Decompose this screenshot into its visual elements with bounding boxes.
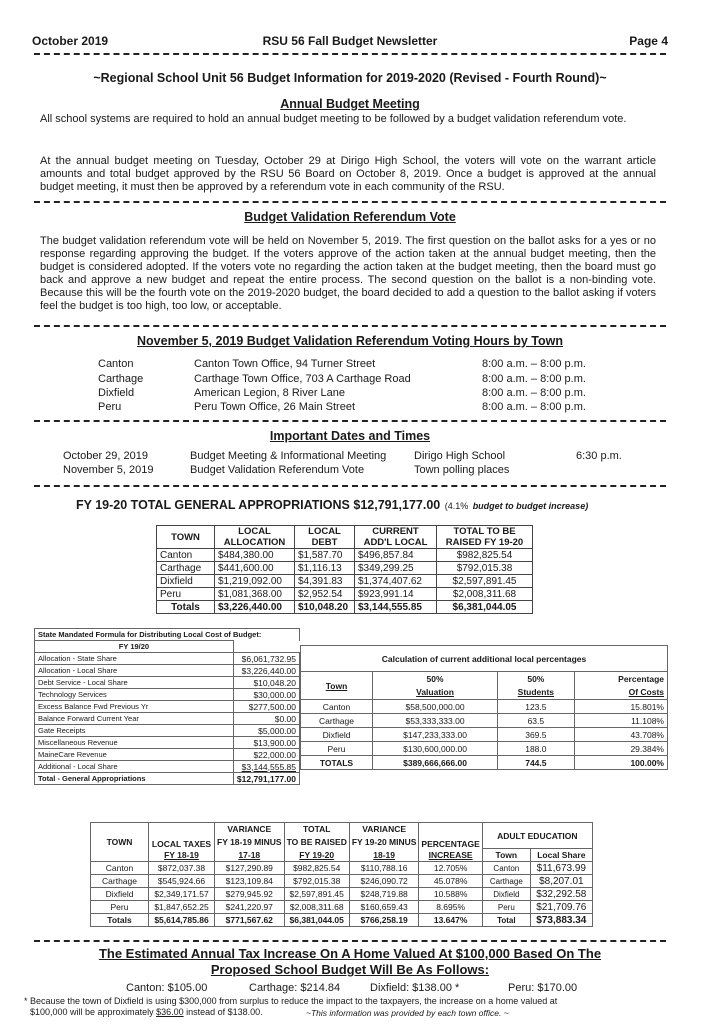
cell: $246,090.72 — [349, 875, 419, 888]
header-page: Page 4 — [629, 34, 668, 48]
tax-dixfield: Dixfield: $138.00 * — [370, 982, 460, 994]
cell: $13,900.00 — [233, 737, 299, 749]
cell: Debt Service - Local Share — [35, 677, 234, 689]
divider — [34, 325, 666, 327]
cell: Carthage — [91, 875, 149, 888]
cell: Peru — [157, 588, 215, 601]
cell: $1,116.13 — [295, 562, 355, 575]
referendum-heading: Budget Validation Referendum Vote — [244, 210, 456, 224]
col-header: FY 18-19 — [149, 849, 215, 862]
cell: MaineCare Revenue — [35, 749, 234, 761]
cell: 369.5 — [498, 728, 575, 742]
cell: Peru — [301, 742, 373, 756]
annual-meeting-p1: All school systems are required to hold an annual budget meeting to be followed by a budget validation referendum vote. — [40, 113, 627, 125]
cell: $6,381,044.05 — [437, 601, 533, 614]
hours-time: 8:00 a.m. – 8:00 p.m. — [482, 358, 586, 370]
cell: $30,000.00 — [233, 689, 299, 701]
cell: 123.5 — [498, 700, 575, 714]
cell: Carthage — [301, 714, 373, 728]
cell: Total — [482, 914, 530, 927]
table-header-row — [157, 526, 533, 549]
cell: $0.00 — [233, 713, 299, 725]
header-date: October 2019 — [32, 34, 109, 48]
cell: $160,659.43 — [349, 901, 419, 914]
col-header: FY 19-20 — [284, 849, 349, 862]
col-header: 50% — [498, 672, 575, 686]
cell: Excess Balance Fwd Previous Yr — [35, 701, 234, 713]
cell: $389,666,666.00 — [373, 756, 498, 770]
divider — [34, 201, 666, 203]
cell: $10,048.20 — [233, 677, 299, 689]
col-header: TOTAL TO BE RAISED FY 19-20 — [437, 526, 533, 549]
cell: $5,614,785.86 — [149, 914, 215, 927]
table-row — [301, 742, 668, 756]
hours-time: 8:00 a.m. – 8:00 p.m. — [482, 373, 586, 385]
table-header-row — [91, 823, 593, 836]
col-header: Town — [301, 672, 373, 700]
cell: Canton — [91, 862, 149, 875]
table-row — [35, 653, 300, 665]
col-header: 17-18 — [215, 849, 285, 862]
cell: $6,381,044.05 — [284, 914, 349, 927]
cell: Gate Receipts — [35, 725, 234, 737]
time: 6:30 p.m. — [576, 450, 622, 462]
cell: $1,374,407.62 — [355, 575, 437, 588]
header-title: RSU 56 Fall Budget Newsletter — [262, 34, 438, 48]
cell: $484,380.00 — [215, 549, 295, 562]
cell: Dixfield — [157, 575, 215, 588]
hours-town: Peru — [98, 401, 122, 413]
cell: $11,673.99 — [530, 862, 592, 875]
hours-town: Canton — [98, 358, 134, 370]
cell: $3,144,555.85 — [355, 601, 437, 614]
cell: $2,597,891.45 — [437, 575, 533, 588]
source-note: ~This information was provided by each town office. ~ — [306, 1008, 509, 1018]
table-row — [91, 875, 593, 888]
cell: Allocation - State Share — [35, 653, 234, 665]
main-title: ~Regional School Unit 56 Budget Information for 2019-2020 (Revised - Fourth Round)~ — [93, 71, 607, 85]
state-formula-table — [34, 628, 300, 785]
table-row — [91, 862, 593, 875]
cell: $32,292.58 — [530, 888, 592, 901]
cell: Technology Services — [35, 689, 234, 701]
cell: 45.078% — [419, 875, 482, 888]
totals-row — [301, 756, 668, 770]
location: Dirigo High School — [414, 450, 506, 462]
table-row — [91, 888, 593, 901]
cell: $21,709.76 — [530, 901, 592, 914]
col-header: Local Share — [530, 849, 592, 862]
hours-town: Carthage — [98, 373, 144, 385]
tax-increase-heading-line2: Proposed School Budget Will Be As Follows: — [210, 962, 490, 977]
cell: $2,008,311.68 — [437, 588, 533, 601]
divider — [34, 53, 666, 55]
divider — [34, 420, 666, 422]
col-header: TOWN — [157, 526, 215, 549]
cell: Allocation - Local Share — [35, 665, 234, 677]
col-header: PERCENTAGE — [419, 823, 482, 849]
cell: $349,299.25 — [355, 562, 437, 575]
formula-title: State Mandated Formula for Distributing Local Cost of Budget: — [35, 629, 300, 641]
cell: $2,952.54 — [295, 588, 355, 601]
hours-place: American Legion, 8 River Lane — [194, 387, 346, 399]
col-header: VARIANCE — [349, 823, 419, 836]
hours-place: Canton Town Office, 94 Turner Street — [194, 358, 376, 370]
cell: Peru — [91, 901, 149, 914]
col-header: LOCAL DEBT — [295, 526, 355, 549]
col-header: LOCAL ALLOCATION — [215, 526, 295, 549]
cell: $3,144,555.85 — [233, 761, 299, 773]
col-header: FY 18-19 MINUS — [215, 836, 285, 849]
cell: $2,008,311.68 — [284, 901, 349, 914]
cell: 15.801% — [574, 700, 667, 714]
town-totals-table — [156, 525, 533, 614]
cell: 100.00% — [574, 756, 667, 770]
event: Budget Validation Referendum Vote — [190, 464, 365, 476]
cell: $123,109.84 — [215, 875, 285, 888]
cell: $248,719.88 — [349, 888, 419, 901]
tax-canton: Canton: $105.00 — [126, 982, 208, 994]
cell: Dixfield — [91, 888, 149, 901]
table-row — [301, 700, 668, 714]
cell: TOTALS — [301, 756, 373, 770]
table-row — [35, 713, 300, 725]
cell: 188.0 — [498, 742, 575, 756]
cell: $2,349,171.57 — [149, 888, 215, 901]
cell: $496,857.84 — [355, 549, 437, 562]
col-header: 18-19 — [349, 849, 419, 862]
page-header — [32, 34, 668, 50]
cell: 13.647% — [419, 914, 482, 927]
table-row — [157, 562, 533, 575]
col-header: Of Costs — [574, 686, 667, 700]
cell: Additional - Local Share — [35, 761, 234, 773]
hours-time: 8:00 a.m. – 8:00 p.m. — [482, 401, 586, 413]
col-header: Valuation — [373, 686, 498, 700]
hours-place: Peru Town Office, 26 Main Street — [194, 401, 356, 413]
cell: $110,788.16 — [349, 862, 419, 875]
cell: $241,220.97 — [215, 901, 285, 914]
tax-peru: Peru: $170.00 — [508, 982, 578, 994]
cell: Canton — [301, 700, 373, 714]
additional-local-percentages-table — [300, 645, 668, 770]
cell: 43.708% — [574, 728, 667, 742]
hours-place: Carthage Town Office, 703 A Carthage Road — [194, 373, 411, 385]
cell: 744.5 — [498, 756, 575, 770]
cell: Totals — [91, 914, 149, 927]
cell: $872,037.38 — [149, 862, 215, 875]
cell: Canton — [482, 862, 530, 875]
divider — [34, 485, 666, 487]
cell: $982,825.54 — [437, 549, 533, 562]
cell: $792,015.38 — [437, 562, 533, 575]
location: Town polling places — [414, 464, 510, 476]
local-taxes-variance-table — [90, 822, 593, 927]
col-header: TO BE RAISED — [284, 836, 349, 849]
table-title: Calculation of current additional local percentages — [301, 646, 668, 672]
cell: $923,991.14 — [355, 588, 437, 601]
date: October 29, 2019 — [63, 450, 149, 462]
hours-time: 8:00 a.m. – 8:00 p.m. — [482, 387, 586, 399]
cell: Totals — [157, 601, 215, 614]
cell: $130,600,000.00 — [373, 742, 498, 756]
table-row — [157, 549, 533, 562]
col-header: TOTAL — [284, 823, 349, 836]
cell: Carthage — [157, 562, 215, 575]
annual-meeting-p2: At the annual budget meeting on Tuesday, October 29 at Dirigo High School, the voters will vote on the warrant article amounts and total budget approved by the RSU 56 Board on October 8, 2019. Once a budget is approved at the annual budget meeting, it must then be approved by a referendum vote in each community of the RSU. — [40, 155, 656, 193]
hours-town: Dixfield — [98, 387, 135, 399]
cell: Total - General Appropriations — [35, 773, 234, 785]
date: November 5, 2019 — [63, 464, 154, 476]
cell: Balance Forward Current Year — [35, 713, 234, 725]
footnote-line2: $100,000 will be approximately $36.00 instead of $138.00. — [30, 1007, 263, 1017]
cell: $792,015.38 — [284, 875, 349, 888]
col-header: FY 19-20 MINUS — [349, 836, 419, 849]
voting-hours-heading: November 5, 2019 Budget Validation Referendum Voting Hours by Town — [137, 334, 563, 348]
col-header: TOWN — [91, 823, 149, 862]
cell: $3,226,440.00 — [215, 601, 295, 614]
cell: 29.384% — [574, 742, 667, 756]
table-row — [35, 689, 300, 701]
cell: Canton — [157, 549, 215, 562]
cell: $147,233,333.00 — [373, 728, 498, 742]
cell: Carthage — [482, 875, 530, 888]
col-header: Students — [498, 686, 575, 700]
table-row — [35, 677, 300, 689]
col-header: Percentage — [574, 672, 667, 686]
tax-increase-heading-line1: The Estimated Annual Tax Increase On A Home Valued At $100,000 Based On The — [98, 946, 602, 961]
cell: 8.695% — [419, 901, 482, 914]
table-row — [35, 761, 300, 773]
cell: $771,567.62 — [215, 914, 285, 927]
cell: 10.588% — [419, 888, 482, 901]
event: Budget Meeting & Informational Meeting — [190, 450, 387, 462]
cell: 12.705% — [419, 862, 482, 875]
annual-meeting-heading: Annual Budget Meeting — [280, 97, 420, 111]
table-header-row — [91, 849, 593, 862]
cell: $3,226,440.00 — [233, 665, 299, 677]
col-header: Town — [482, 849, 530, 862]
important-dates-heading: Important Dates and Times — [269, 429, 431, 443]
cell: $277,500.00 — [233, 701, 299, 713]
cell: $5,000.00 — [233, 725, 299, 737]
footnote-line1: * Because the town of Dixfield is using $300,000 from surplus to reduce the impact to the taxpayers, the increase on a home valued at — [24, 996, 558, 1006]
col-header: LOCAL TAXES — [149, 823, 215, 849]
table-row — [91, 901, 593, 914]
cell: Miscellaneous Revenue — [35, 737, 234, 749]
cell: 63.5 — [498, 714, 575, 728]
referendum-p1: The budget validation referendum vote will be held on November 5, 2019. The first question on the ballot asks for a yes or no response regarding approving the budget. If the voters approve of the action taken at the annual budget meeting, then the budget is considered adopted. If the voters vote no regarding the action taken at the budget meeting, then the board must go back and approve a new budget and repeat the entire process. The second question on the ballot is a non-binding vote. Because this will be the fourth vote on the 2019-2020 budget, the board decided to add a question to the ballot asking if voters feel the budget is too high, too low, or acceptable. — [40, 235, 656, 312]
cell: Dixfield — [301, 728, 373, 742]
table-row — [35, 737, 300, 749]
cell: $12,791,177.00 — [233, 773, 299, 785]
appropriations-title: FY 19-20 TOTAL GENERAL APPROPRIATIONS $12,791,177.00 (4.1% budget to budget increase) — [76, 498, 589, 512]
table-row — [35, 749, 300, 761]
cell: $2,597,891.45 — [284, 888, 349, 901]
cell: $1,587.70 — [295, 549, 355, 562]
totals-row — [35, 773, 300, 785]
table-row — [157, 588, 533, 601]
col-header: CURRENT ADD'L LOCAL — [355, 526, 437, 549]
cell: Dixfield — [482, 888, 530, 901]
cell: $1,847,652.25 — [149, 901, 215, 914]
table-row — [35, 725, 300, 737]
cell: $766,258.19 — [349, 914, 419, 927]
cell: $73,883.34 — [530, 914, 592, 927]
table-row — [157, 575, 533, 588]
cell: $279,945.92 — [215, 888, 285, 901]
cell: $10,048.20 — [295, 601, 355, 614]
cell: $127,290.89 — [215, 862, 285, 875]
adult-ed-header: ADULT EDUCATION — [482, 823, 592, 849]
cell: $8,207.01 — [530, 875, 592, 888]
cell: $982,825.54 — [284, 862, 349, 875]
cell: 11.108% — [574, 714, 667, 728]
table-header-row — [301, 672, 668, 686]
cell: $1,081,368.00 — [215, 588, 295, 601]
cell: $6,061,732.95 — [233, 653, 299, 665]
cell: $53,333,333.00 — [373, 714, 498, 728]
divider — [34, 940, 666, 942]
cell: $22,000.00 — [233, 749, 299, 761]
totals-row — [91, 914, 593, 927]
cell: $1,219,092.00 — [215, 575, 295, 588]
cell: $58,500,000.00 — [373, 700, 498, 714]
table-row — [301, 714, 668, 728]
table-row — [301, 728, 668, 742]
cell: $441,600.00 — [215, 562, 295, 575]
cell: Peru — [482, 901, 530, 914]
tax-carthage: Carthage: $214.84 — [249, 982, 341, 994]
cell: $545,924.66 — [149, 875, 215, 888]
table-row — [35, 701, 300, 713]
col-header: VARIANCE — [215, 823, 285, 836]
table-row — [35, 665, 300, 677]
totals-row — [157, 601, 533, 614]
cell: $4,391.83 — [295, 575, 355, 588]
formula-subtitle: FY 19/20 — [35, 641, 234, 653]
col-header: INCREASE — [419, 849, 482, 862]
col-header: 50% — [373, 672, 498, 686]
